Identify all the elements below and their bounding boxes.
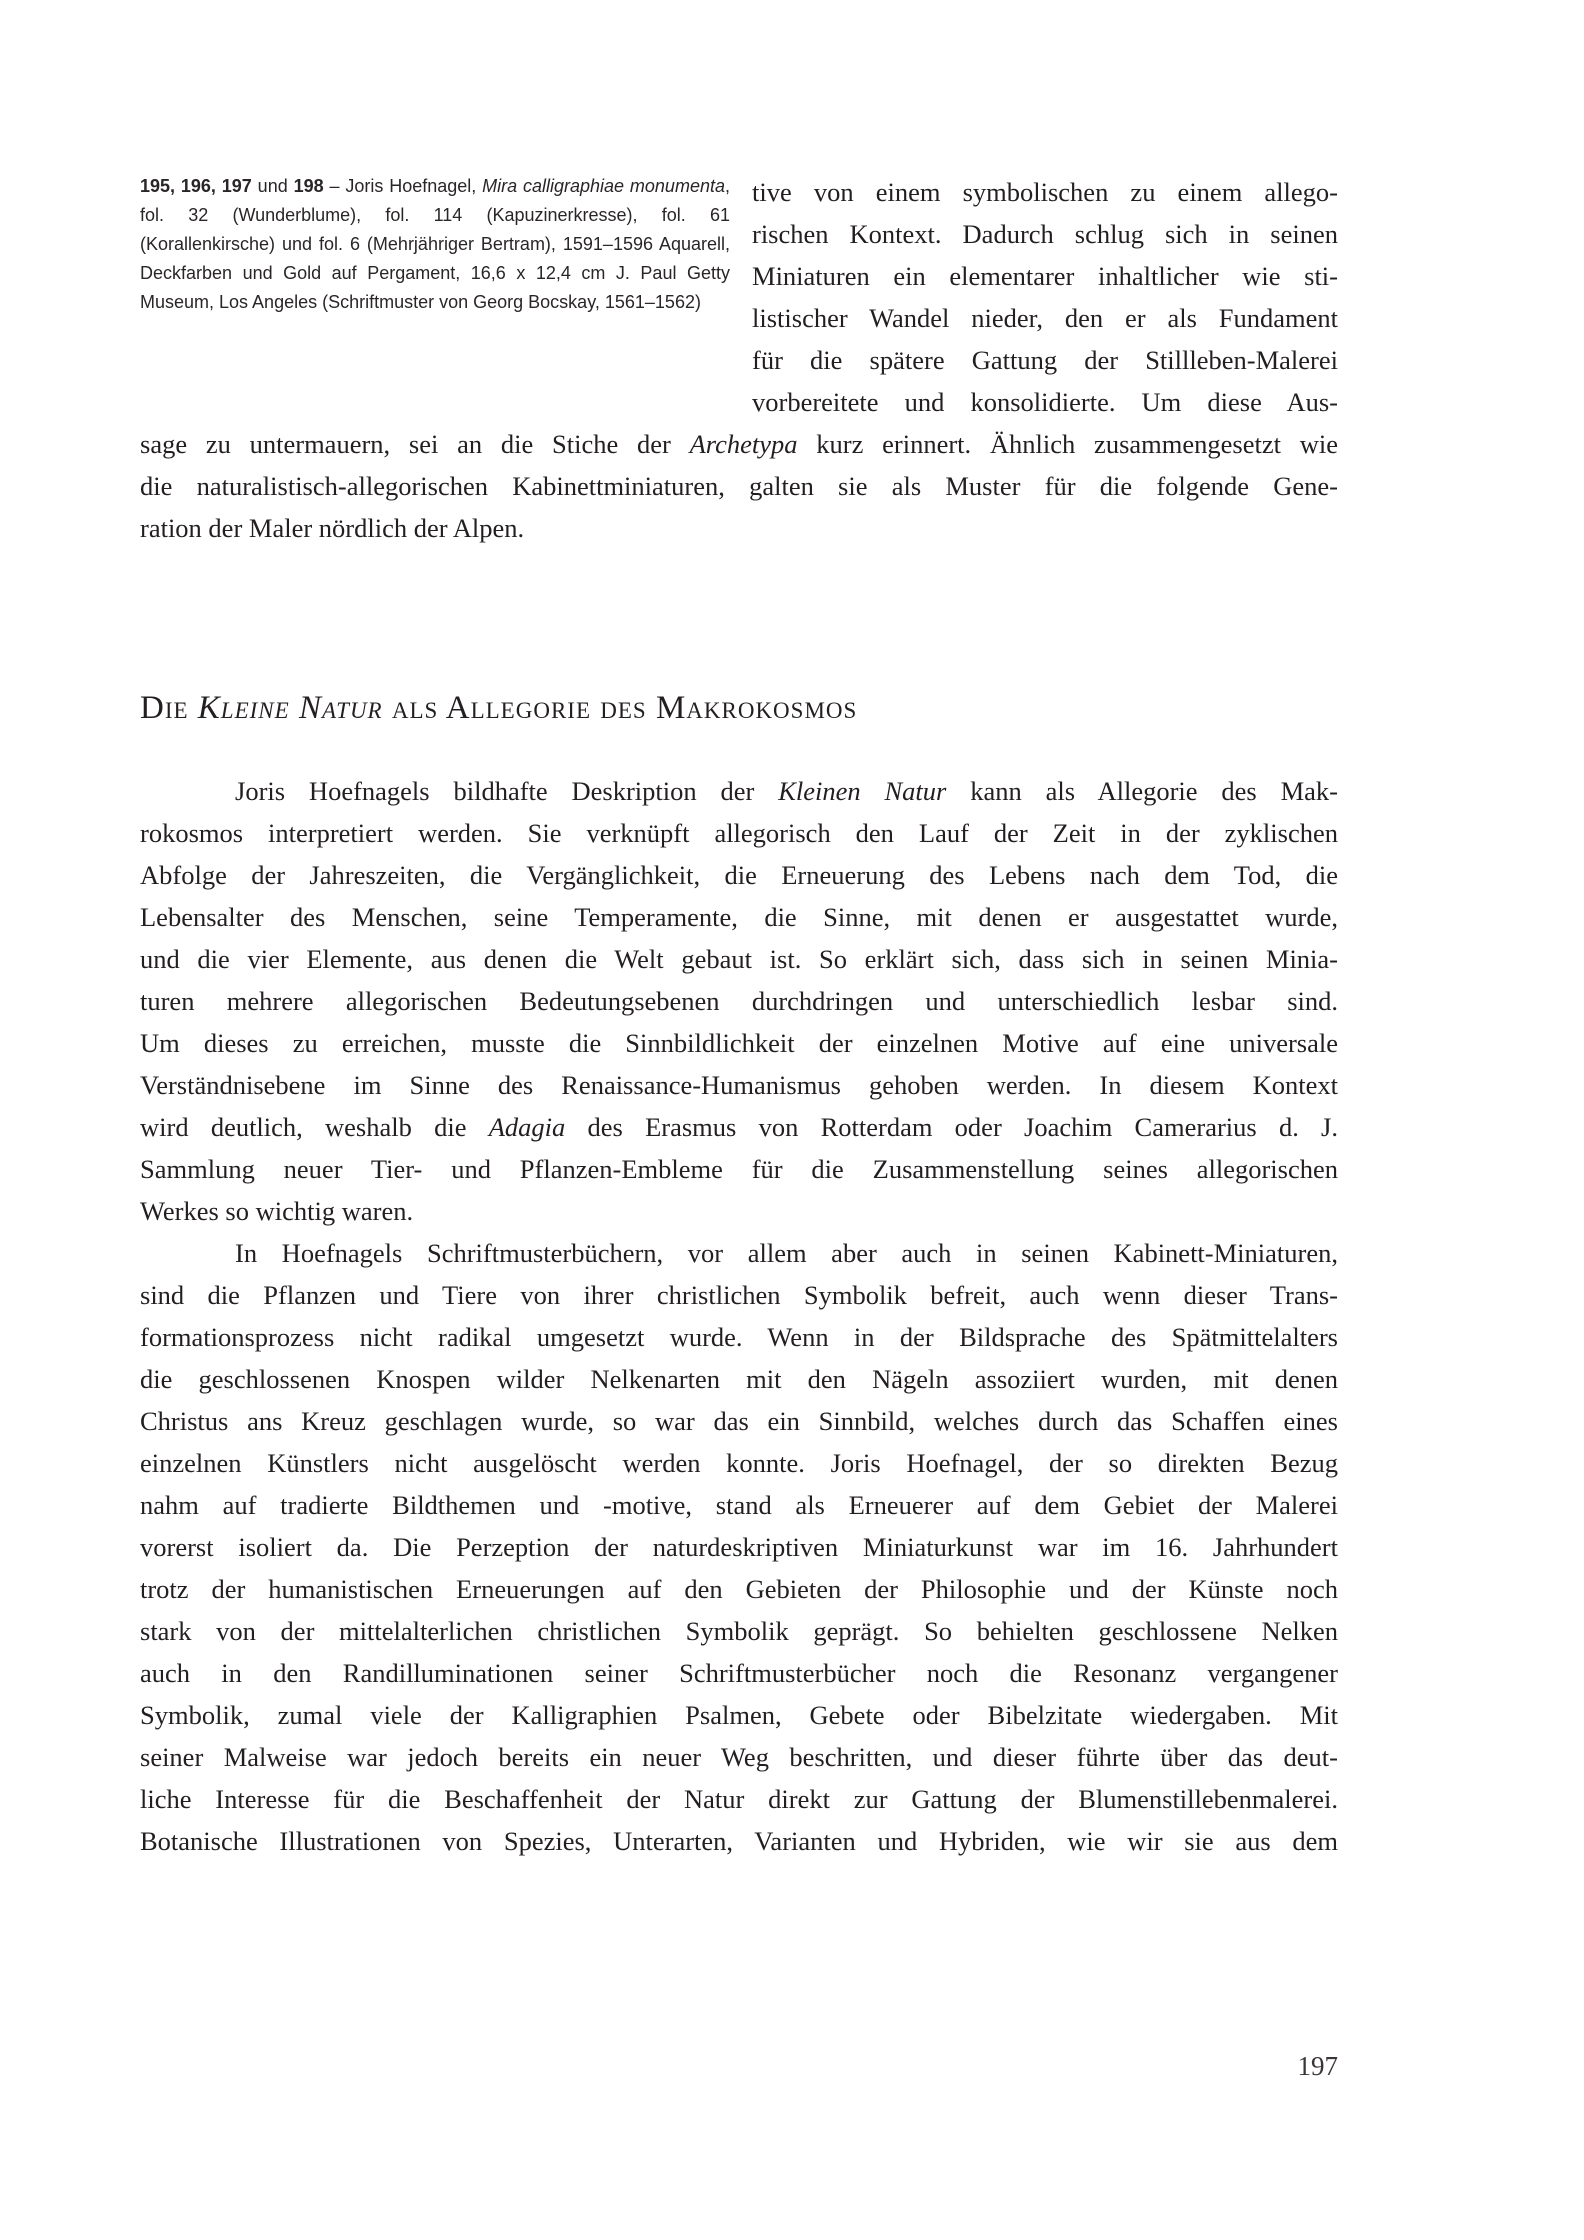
text-line: ration der Maler nördlich der Alpen. (140, 513, 525, 543)
adagia-title: Adagia (488, 1112, 566, 1142)
heading-part: als Allegorie des Makrokosmos (382, 690, 858, 726)
heading-italic: Kleine Natur (197, 690, 383, 726)
text-line (140, 423, 1338, 465)
section-heading (140, 686, 857, 730)
text-fragment: wird deutlich, weshalb die (140, 1112, 489, 1142)
text-line: Lebensalter des Menschen, seine Temperamente, die Sinne, mit denen er ausgestattet wurde, (140, 902, 1338, 932)
figure-number-last: 198 (293, 176, 324, 196)
text-line: Um dieses zu erreichen, musste die Sinnbildlichkeit der einzelnen Motive auf eine universale (140, 1028, 1338, 1058)
text-line: turen mehrere allegorischen Bedeutungsebenen durchdringen und unterschiedlich lesbar sind. (140, 986, 1338, 1016)
body-text (140, 770, 1338, 1862)
text-line: Botanische Illustrationen von Spezies, Unterarten, Varianten und Hybriden, wie wir sie aus dem (140, 1826, 1338, 1856)
heading-part: Die (140, 690, 198, 726)
text-fragment: kann als Allegorie des Mak- (946, 776, 1338, 806)
text-line: listischer Wandel nieder, den er als Fundament (752, 303, 1338, 333)
paragraph-first-line (140, 770, 1338, 812)
kleine-natur-title: Kleinen Natur (778, 776, 947, 806)
text-line: Symbolik, zumal viele der Kalligraphien Psalmen, Gebete oder Bibelzitate wiedergaben. Mit (140, 1700, 1338, 1730)
text-fragment: Joris Hoefnagels bildhafte Deskription der (235, 776, 779, 806)
caption-author: – Joris Hoefnagel, (323, 176, 483, 196)
text-line: rokosmos interpretiert werden. Sie verknüpft allegorisch den Lauf der Zeit in der zyklischen (140, 818, 1338, 848)
text-line: formationsprozess nicht radikal umgesetzt wurde. Wenn in der Bildsprache des Spätmittelalters (140, 1322, 1338, 1352)
text-line: vorbereitete und konsolidierte. Um diese Aus- (752, 387, 1338, 417)
figure-caption (140, 172, 730, 317)
text-fragment: des Erasmus von Rotterdam oder Joachim Camerarius d. J. (565, 1112, 1338, 1142)
caption-details: , fol. 32 (Wunderblume), fol. 114 (Kapuzinerkresse), fol. 61 (Korallenkirsche) und fol. 6 (Mehrjähriger Bertram), 1591–1596 Aquarell, Deckfarben und Gold auf Pergament, 16,6 x 12,4 cm J. Paul Getty Museum, Los Angeles (Schriftmuster von Georg Bocskay, 1561–1562) (140, 176, 730, 312)
text-line: tive von einem symbolischen zu einem allego- (752, 177, 1338, 207)
text-line: seiner Malweise war jedoch bereits ein neuer Weg beschritten, und dieser führte über das deut- (140, 1742, 1338, 1772)
paragraph-first-line: In Hoefnagels Schriftmusterbüchern, vor allem aber auch in seinen Kabinett-Miniaturen, (235, 1238, 1338, 1268)
text-line: liche Interesse für die Beschaffenheit der Natur direkt zur Gattung der Blumenstillebenmalerei. (140, 1784, 1338, 1814)
text-line: die naturalistisch-allegorischen Kabinettminiaturen, galten sie als Muster für die folgende Gene- (140, 471, 1338, 501)
text-line: Werkes so wichtig waren. (140, 1196, 414, 1226)
text-line: vorerst isoliert da. Die Perzeption der naturdeskriptiven Miniaturkunst war im 16. Jahrhundert (140, 1532, 1338, 1562)
text-line: Sammlung neuer Tier- und Pflanzen-Embleme für die Zusammenstellung seines allegorischen (140, 1154, 1338, 1184)
figure-numbers: 195, 196, 197 (140, 176, 252, 196)
text-line: stark von der mittelalterlichen christlichen Symbolik geprägt. So behielten geschlossene Nelken (140, 1616, 1338, 1646)
text-line: Abfolge der Jahreszeiten, die Vergänglichkeit, die Erneuerung des Lebens nach dem Tod, die (140, 860, 1338, 890)
text-line: Verständnisebene im Sinne des Renaissance-Humanismus gehoben werden. In diesem Kontext (140, 1070, 1338, 1100)
caption-work-title: Mira calligraphiae monumenta (482, 176, 725, 196)
text-line (140, 1106, 1338, 1148)
text-fragment: sage zu untermauern, sei an die Stiche der (140, 429, 690, 459)
text-line: sind die Pflanzen und Tiere von ihrer christlichen Symbolik befreit, auch wenn dieser Trans- (140, 1280, 1338, 1310)
text-line: die geschlossenen Knospen wilder Nelkenarten mit den Nägeln assoziiert wurden, mit denen (140, 1364, 1338, 1394)
text-line: einzelnen Künstlers nicht ausgelöscht werden konnte. Joris Hoefnagel, der so direkten Bezug (140, 1448, 1338, 1478)
text-line: trotz der humanistischen Erneuerungen auf den Gebieten der Philosophie und der Künste noch (140, 1574, 1338, 1604)
text-column-right (752, 171, 1338, 423)
text-fragment: kurz erinnert. Ähnlich zusammengesetzt wie (797, 429, 1338, 459)
text-line: rischen Kontext. Dadurch schlug sich in seinen (752, 219, 1338, 249)
text-line: auch in den Randilluminationen seiner Schriftmusterbücher noch die Resonanz vergangener (140, 1658, 1338, 1688)
text-line: Christus ans Kreuz geschlagen wurde, so war das ein Sinnbild, welches durch das Schaffen eines (140, 1406, 1338, 1436)
text-line: nahm auf tradierte Bildthemen und -motive, stand als Erneuerer auf dem Gebiet der Malerei (140, 1490, 1338, 1520)
page-number: 197 (1297, 2051, 1338, 2081)
text-line: für die spätere Gattung der Stillleben-Malerei (752, 345, 1338, 375)
text-line: und die vier Elemente, aus denen die Welt gebaut ist. So erklärt sich, dass sich in seinen Minia- (140, 944, 1338, 974)
archetypa-title: Archetypa (689, 429, 798, 459)
caption-and: und (251, 176, 294, 196)
text-line: Miniaturen ein elementarer inhaltlicher wie sti- (752, 261, 1338, 291)
text-continuation (140, 423, 1338, 549)
